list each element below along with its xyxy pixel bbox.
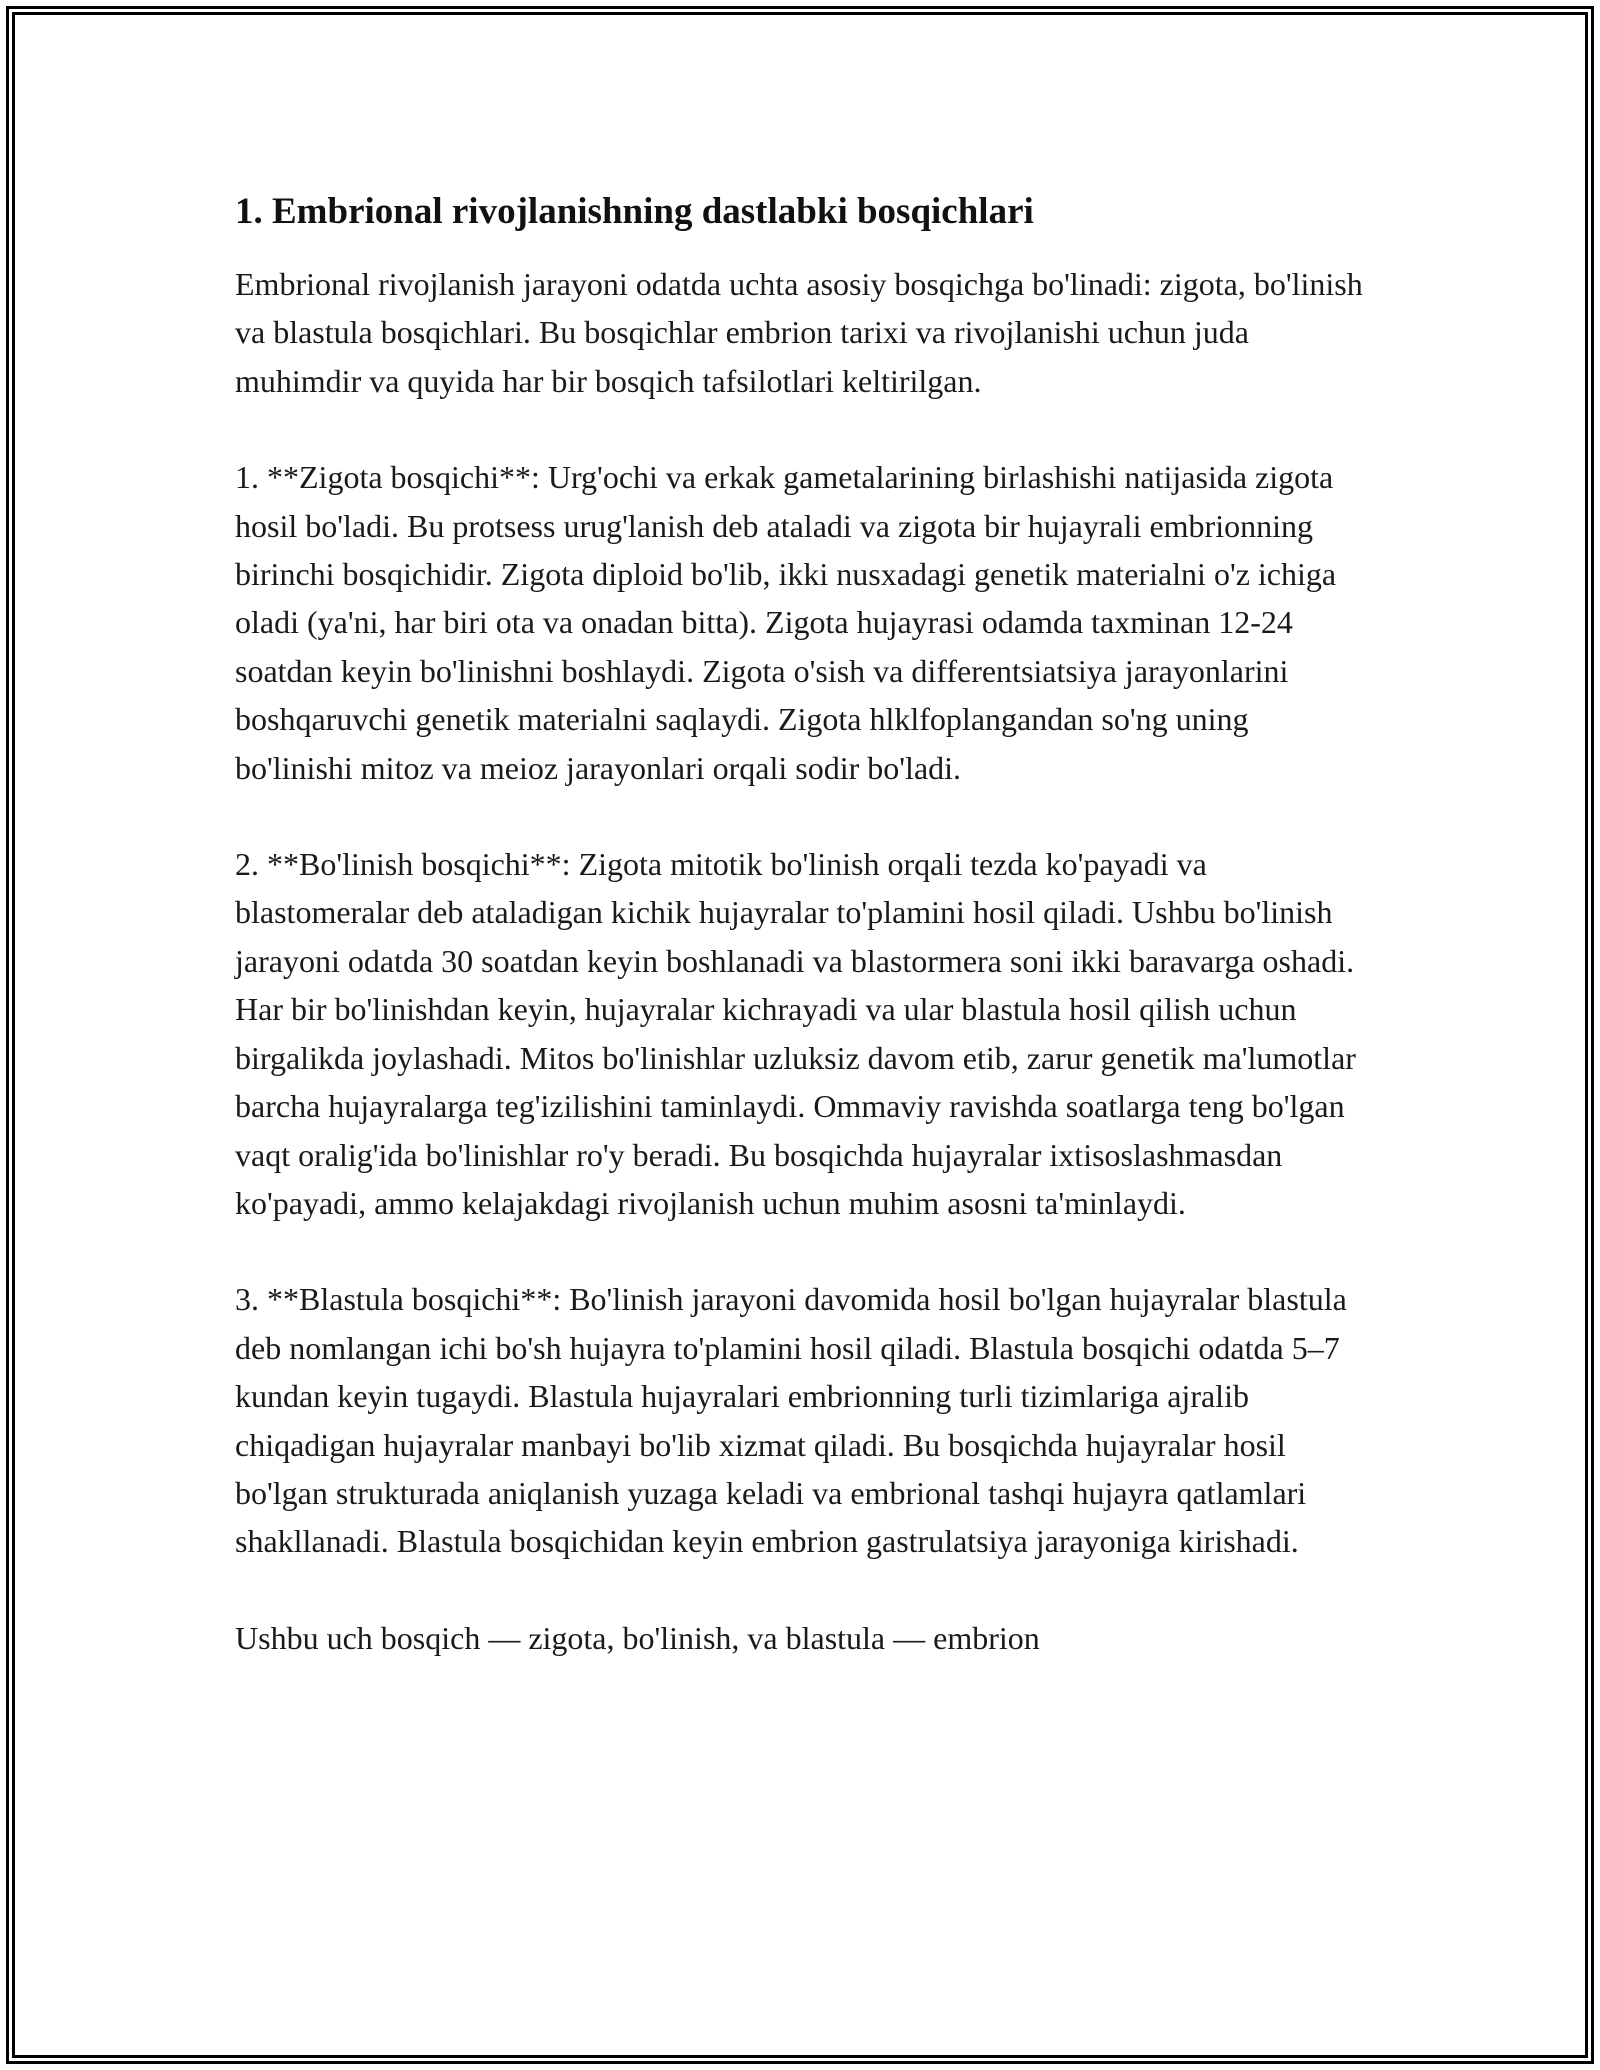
document-body [235, 188, 1370, 1710]
paragraph-conclusion: Ushbu uch bosqich — zigota, bo'linish, va blastula — embrion [235, 1619, 1040, 1656]
paragraph-blastula: 3. **Blastula bosqichi**: Bo'linish jarayoni davomida hosil bo'lgan hujayralar blastula deb nomlangan ichi bo'sh hujayra to'plamini hosil qiladi. Blastula bosqichi odatda 5–7 kundan keyin tugaydi. Blastula hujayralari embrionning turli tizimlariga ajralib chiqadigan hujayralar manbayi bo'lib xizmat qiladi. Bu bosqichda hujayralar hosil bo'lgan strukturada aniqlanish yuzaga keladi va embrional tashqi hujayra qatlamlari shakllanadi. Blastula bosqichidan keyin embrion gastrulatsiya jarayoniga kirishadi. [235, 1281, 1355, 1560]
page-title: 1. Embrional rivojlanishning dastlabki bosqichlari [235, 191, 1034, 232]
paragraph-bolinish: 2. **Bo'linish bosqichi**: Zigota mitotik bo'linish orqali tezda ko'payadi va blastomeralar deb ataladigan kichik hujayralar to'plamini hosil qiladi. Ushbu bo'linish jarayoni odatda 30 soatdan keyin boshlanadi va blastormera soni ikki baravarga oshadi. Har bir bo'linishdan keyin, hujayralar kichrayadi va ular blastula hosil qilish uchun birgalikda joylashadi. Mitos bo'linishlar uzluksiz davom etib, zarur genetik ma'lumotlar barcha hujayralarga teg'izilishini taminlaydi. Ommaviy ravishda soatlarga teng bo'lgan vaqt oralig'ida bo'linishlar ro'y beradi. Bu bosqichda hujayralar ixtisoslashmasdan ko'payadi, ammo kelajakdagi rivojlanish uchun muhim asosni ta'minlaydi. [235, 846, 1364, 1221]
paragraph-intro: Embrional rivojlanish jarayoni odatda uchta asosiy bosqichga bo'linadi: zigota, bo'linish va blastula bosqichlari. Bu bosqichlar embrion tarixi va rivojlanishi uchun juda muhimdir va quyida har bir bosqich tafsilotlari keltirilgan. [235, 266, 1371, 399]
paragraph-zigota: 1. **Zigota bosqichi**: Urg'ochi va erkak gametalarining birlashishi natijasida zigota hosil bo'ladi. Bu protsess urug'lanish deb ataladi va zigota bir hujayrali embrionning birinchi bosqichidir. Zigota diploid bo'lib, ikki nusxadagi genetik materialni o'z ichiga oladi (ya'ni, har biri ota va onadan bitta). Zigota hujayrasi odamda taxminan 12-24 soatdan keyin bo'linishni boshlaydi. Zigota o'sish va differentsiatsiya jarayonlarini boshqaruvchi genetik materialni saqlaydi. Zigota hlklfoplangandan so'ng uning bo'linishi mitoz va meioz jarayonlari orqali sodir bo'ladi. [235, 459, 1345, 786]
